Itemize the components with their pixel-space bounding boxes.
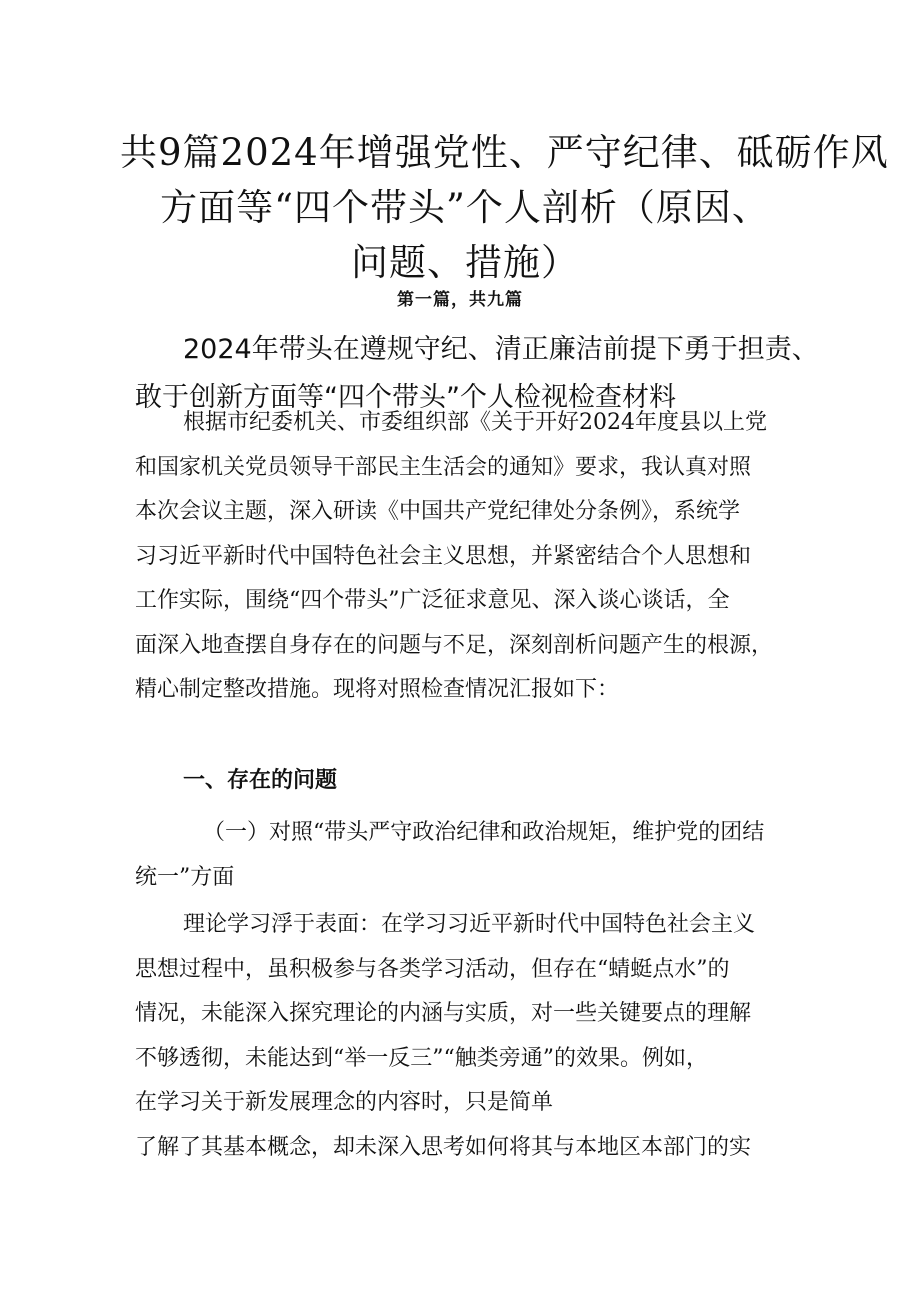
text-line: 本次会议主题，深入研读《中国共产党纪律处分条例》，系统学 [135, 499, 741, 524]
text-line: 不够透彻，未能达到“举一反三”“触类旁通”的效果。例如， [135, 1045, 708, 1071]
text-line: 在学习关于新发展理念的内容时，只是简单 [135, 1090, 554, 1115]
subsection-heading [135, 811, 795, 900]
text-line: 了解了其基本概念，却未深入思考如何将其与本地区本部门的实 [135, 1134, 752, 1160]
section-heading: 一、存在的问题 [183, 768, 338, 793]
part-label: 第一篇，共九篇 [397, 290, 523, 310]
title-line: 问题、措施） [351, 240, 579, 284]
title-line: 共9篇2024年增强党性、严守纪律、砥砺作风 [120, 130, 889, 174]
body-paragraph [135, 903, 795, 1170]
text-line: 工作实际，围绕“四个带头”广泛征求意见、深入谈心谈话，全 [135, 588, 730, 613]
title-line: 方面等“四个带头”个人剖析（原因、 [160, 185, 770, 229]
text-line: 面深入地查摆自身存在的问题与不足，深刻剖析问题产生的根源， [135, 632, 774, 658]
document-title [120, 125, 889, 290]
text-line: 习习近平新时代中国特色社会主义思想，并紧密结合个人思想和 [135, 543, 752, 569]
intro-paragraph [135, 401, 795, 713]
text-line: 思想过程中，虽积极参与各类学习活动，但存在“蜻蜓点水”的 [135, 956, 730, 982]
text-line: 情况，未能深入探究理论的内涵与实质，对一些关键要点的理解 [135, 1001, 752, 1026]
text-line: 精心制定整改措施。现将对照检查情况汇报如下： [135, 677, 620, 702]
section-title-line: 2024年带头在遵规守纪、清正廉洁前提下勇于担责、 [183, 334, 819, 365]
text-line: （一）对照“带头严守政治纪律和政治规矩，维护党的团结 [203, 820, 765, 845]
text-line: 理论学习浮于表面：在学习习近平新时代中国特色社会主义 [183, 912, 756, 937]
text-line: 和国家机关党员领导干部民主生活会的通知》要求，我认真对照 [135, 454, 752, 480]
section-title-line: 敢于创新方面等“四个带头”个人检视检查材料 [135, 382, 676, 413]
text-line: 根据市纪委机关、市委组织部《关于开好2024年度县以上党 [183, 410, 767, 435]
text-line: 统一”方面 [135, 864, 235, 890]
